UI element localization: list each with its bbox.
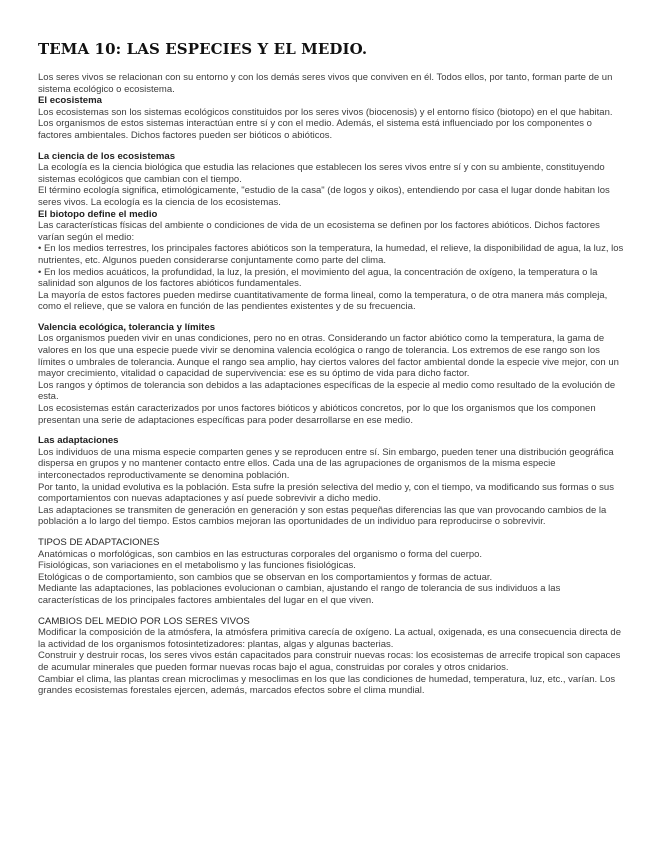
section-paragraph: Construir y destruir rocas, los seres vivos están capacitados para construir nuevas rocas: los ecosistemas de arrecife tropical son capaces de acumular minerales que pueden formar nuevas rocas bajo el agua, construidas por corales y otros cnidarios. [38,650,621,673]
document-title: TEMA 10: LAS ESPECIES Y EL MEDIO. [38,40,368,58]
section-paragraph: La mayoría de estos factores pueden medirse cuantitativamente de forma lineal, como la temperatura, o de otra manera más compleja, como el relieve, que se valora en función de las pendientes existentes y de su frecuencia. [38,289,608,313]
section-tipos-adaptaciones [38,537,624,607]
section-heading: Las adaptaciones [38,435,119,447]
section-valencia-ecologica [38,322,624,426]
document-page [38,40,624,697]
section-biotopo [38,209,624,313]
section-adaptaciones [38,435,624,528]
section-paragraph: Etológicas o de comportamiento, son cambios que se observan en los comportamientos y formas de actuar. [38,571,493,583]
section-ecosistema [38,95,624,141]
section-paragraph: Mediante las adaptaciones, las poblaciones evolucionan o cambian, ajustando el rango de tolerancia de sus individuos a las características de los principales factores ambientales del lugar en el que viven. [38,583,561,606]
section-paragraph: Los ecosistemas son los sistemas ecológicos constituidos por los seres vivos (biocenosis) y el entorno físico (biotopo) en el que habitan. Los organismos de estos sistemas interactúan entre sí y con el medio. Además, el sistema está influenciado por los componentes o factores ambientales. Dichos factores pueden ser bióticos o abióticos. [38,106,613,141]
section-heading: TIPOS DE ADAPTACIONES [38,536,160,548]
section-paragraph: Los individuos de una misma especie comparten genes y se reproducen entre sí. Sin embargo, pueden tener una distribución geográfica dispersa en grupos y no mantener contacto entre ellos. Cada una de las agrupaciones de organismos de la misma especie interconectados reproductivamente se denomina población. [38,446,614,481]
section-paragraph: Modificar la composición de la atmósfera, la atmósfera primitiva carecía de oxígeno. La actual, oxigenada, es una consecuencia directa de la actividad de los organismos fotosintetizadores: plantas, algas y algunas bacterias. [38,627,621,650]
section-paragraph: Los rangos y óptimos de tolerancia son debidos a las adaptaciones específicas de la especie al medio como resultado de la evolución de esta. [38,379,616,403]
section-cambios-medio [38,616,624,697]
section-paragraph: Las características físicas del ambiente o condiciones de vida de un ecosistema se definen por los factores abióticos. Dichos factores varían según el medio: [38,220,600,243]
section-heading: El biotopo define el medio [38,208,158,220]
section-paragraph: La ecología es la ciencia biológica que estudia las relaciones que establecen los seres vivos entre sí y con su ambiente, constituyendo sistemas ecológicos que cambian con el tiempo. [38,162,605,185]
section-heading: El ecosistema [38,95,102,107]
section-paragraph: Por tanto, la unidad evolutiva es la población. Esta sufre la presión selectiva del medio y, con el tiempo, va modificando sus formas o sus comportamientos con nuevas adaptaciones y así puede sobrevivir a dicho medio. [38,481,614,505]
bullet-item: • En los medios acuáticos, la profundidad, la luz, la presión, el movimiento del agua, la concentración de oxígeno, la temperatura o la salinidad son algunos de los factores abióticos fundamentales. [38,266,598,290]
section-heading: CAMBIOS DEL MEDIO POR LOS SERES VIVOS [38,615,250,627]
intro-paragraph: Los seres vivos se relacionan con su entorno y con los demás seres vivos que conviven en él. Todos ellos, por tanto, forman parte de un sistema ecológico o ecosistema. [38,72,613,95]
bullet-item: • En los medios terrestres, los principales factores abióticos son la temperatura, la humedad, el relieve, la disponibilidad de agua, la luz, los nutrientes, etc. Algunos pueden considerarse conjuntamente como parte del clima. [38,243,624,266]
section-ciencia-ecosistemas [38,151,624,209]
section-paragraph: Los ecosistemas están caracterizados por unos factores bióticos y abióticos concretos, por lo que los organismos que los componen presentan una serie de adaptaciones específicas para poder desarrollarse en ese medio. [38,403,596,426]
section-paragraph: Anatómicas o morfológicas, son cambios en las estructuras corporales del organismo o forma del cuerpo. [38,548,483,560]
section-paragraph: Las adaptaciones se transmiten de generación en generación y son estas pequeñas diferencias las que van provocando cambios de la población a lo largo del tiempo. Estos cambios mejoran las oportunidades de un individuo para reproducirse o sobrevivir. [38,504,607,528]
section-paragraph: El término ecología significa, etimológicamente, "estudio de la casa" (de logos y oikos), entendiendo por casa el lugar donde habitan los seres vivos. La ecología es la ciencia de los ecosistemas. [38,185,610,208]
section-paragraph: Cambiar el clima, las plantas crean microclimas y mesoclimas en los que las condiciones de humedad, temperatura, luz, etc., varían. Los grandes ecosistemas forestales ejercen, además, marcados efectos sobre el clima mundial. [38,673,616,697]
section-heading: Valencia ecológica, tolerancia y límites [38,321,216,333]
section-paragraph: Los organismos pueden vivir en unas condiciones, pero no en otras. Considerando un factor abiótico como la temperatura, la gama de valores en los que una especie puede vivir se denomina valencia ecológica o rango de tolerancia. Los extremos de ese rango son los límites o umbrales de tolerancia. Aunque el rango sea amplio, hay ciertos valores del factor ambiental donde la especie vive mejor, con un mayor crecimiento, vitalidad o capacidad de supervivencia: ese es su óptimo de vida para dicho factor. [38,333,619,380]
section-heading: La ciencia de los ecosistemas [38,150,176,162]
section-paragraph: Fisiológicas, son variaciones en el metabolismo y las funciones fisiológicas. [38,560,356,572]
